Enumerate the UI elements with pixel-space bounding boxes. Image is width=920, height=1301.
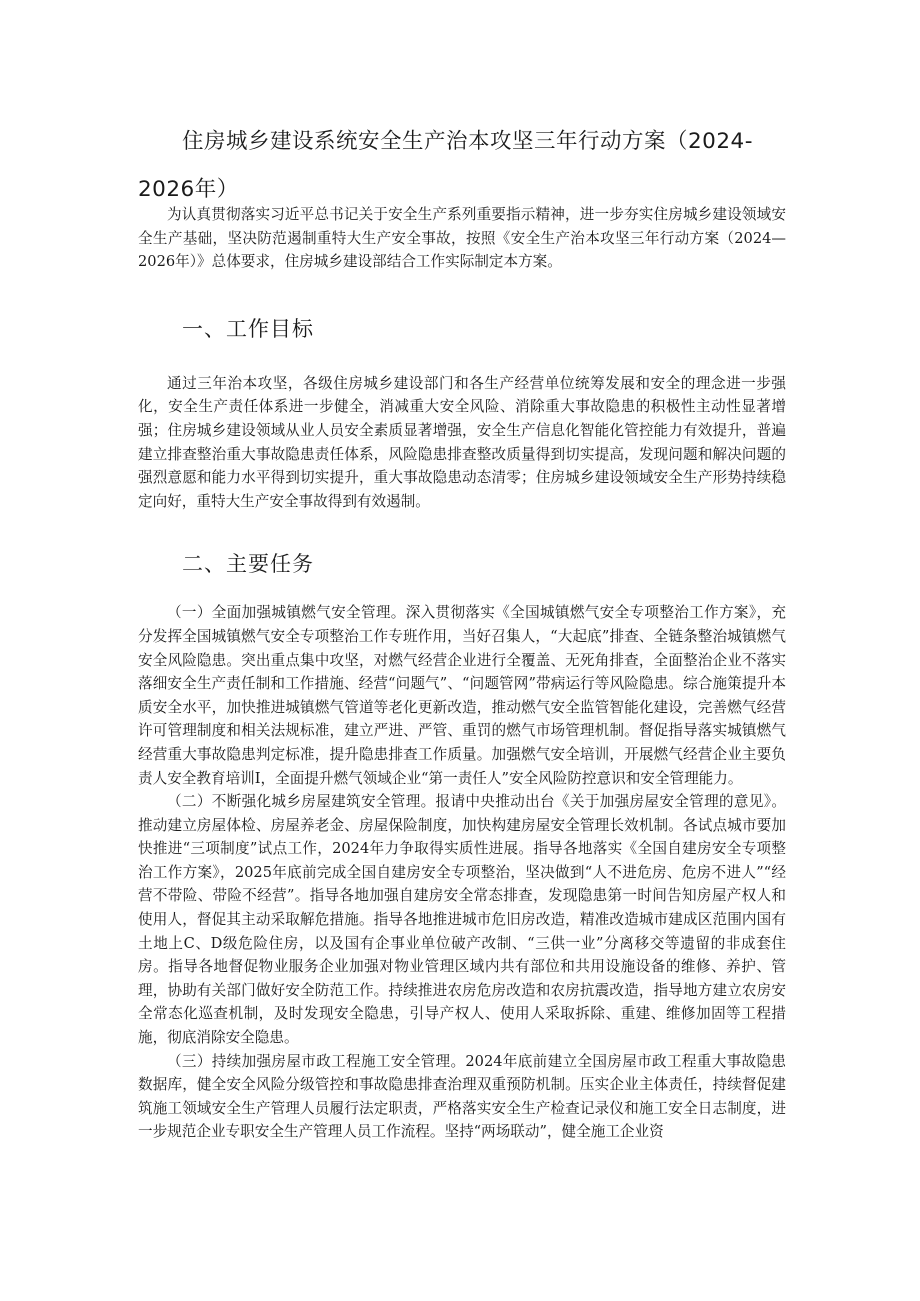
intro-paragraph: 为认真贯彻落实习近平总书记关于安全生产系列重要指示精神，进一步夯实住房城乡建设领域安全生产基础，坚决防范遏制重特大生产安全事故，按照《安全生产治本攻坚三年行动方案（2024—2026年）》总体要求，住房城乡建设部结合工作实际制定本方案。 [138,206,786,271]
document-body [138,203,786,1144]
task-paragraph-gas-safety: （一）全面加强城镇燃气安全管理。深入贯彻落实《全国城镇燃气安全专项整治工作方案》，充分发挥全国城镇燃气安全专项整治工作专班作用，当好召集人，“大起底”排查、全链条整治城镇燃气安全风险隐患。突出重点集中攻坚，对燃气经营企业进行全覆盖、无死角排查，全面整治企业不落实落细安全生产责任制和工作措施、经营“问题气”、“问题管网”带病运行等风险隐患。综合施策提升本质安全水平，加快推进城镇燃气管道等老化更新改造，推动燃气安全监管智能化建设，完善燃气经营许可管理制度和相关法规标准，建立严进、严管、重罚的燃气市场管理机制。督促指导落实城镇燃气经营重大事故隐患判定标准，提升隐患排查工作质量。加强燃气安全培训，开展燃气经营企业主要负责人安全教育培训Ⅰ，全面提升燃气领域企业“第一责任人”安全风险防控意识和安全管理能力。 [138,604,786,787]
document-title: 住房城乡建设系统安全生产治本攻坚三年行动方案（2024-2026年） [138,129,753,202]
task-paragraph-housing-safety: （二）不断强化城乡房屋建筑安全管理。报请中央推动出台《关于加强房屋安全管理的意见》。推动建立房屋体检、房屋养老金、房屋保险制度，加快构建房屋安全管理长效机制。各试点城市要加快推进“三项制度”试点工作，2024年力争取得实质性进展。指导各地落实《全国自建房安全专项整治工作方案》，2025年底前完成全国自建房安全专项整治，坚决做到“人不进危房、危房不进人”“经营不带险、带险不经营”。指导各地加强自建房安全常态排查，发现隐患第一时间告知房屋产权人和使用人，督促其主动采取解危措施。指导各地推进城市危旧房改造，精准改造城市建成区范围内国有土地上C、D级危险住房，以及国有企事业单位破产改制、“三供一业”分离移交等遗留的非成套住房。指导各地督促物业服务企业加强对物业管理区域内共有部位和共用设施设备的维修、养护、管理，协助有关部门做好安全防范工作。持续推进农房危房改造和农房抗震改造，指导地方建立农房安全常态化巡查机制，及时发现安全隐患，引导产权人、使用人采取拆除、重建、维修加固等工程措施，彻底消除安全隐患。 [138,793,786,1047]
section-heading-tasks: 二、主要任务 [182,552,314,577]
goals-paragraph: 通过三年治本攻坚，各级住房城乡建设部门和各生产经营单位统筹发展和安全的理念进一步强化，安全生产责任体系进一步健全，消减重大安全风险、消除重大事故隐患的积极性主动性显著增强；住房城乡建设领域从业人员安全素质显著增强，安全生产信息化智能化管控能力有效提升，普遍建立排查整治重大事故隐患责任体系，风险隐患排查整改质量得到切实提高，发现问题和解决问题的强烈意愿和能力水平得到切实提升，重大事故隐患动态清零；住房城乡建设领域安全生产形势持续稳定向好，重特大生产安全事故得到有效遏制。 [138,374,786,510]
section-heading-goals: 一、工作目标 [182,316,314,341]
task-paragraph-construction-safety: （三）持续加强房屋市政工程施工安全管理。2024年底前建立全国房屋市政工程重大事故隐患数据库，健全安全风险分级管控和事故隐患排查治理双重预防机制。压实企业主体责任，持续督促建筑施工领域安全生产管理人员履行法定职责，严格落实安全生产检查记录仪和施工安全日志制度，进一步规范企业专职安全生产管理人员工作流程。坚持“两场联动”，健全施工企业资 [138,1052,786,1141]
